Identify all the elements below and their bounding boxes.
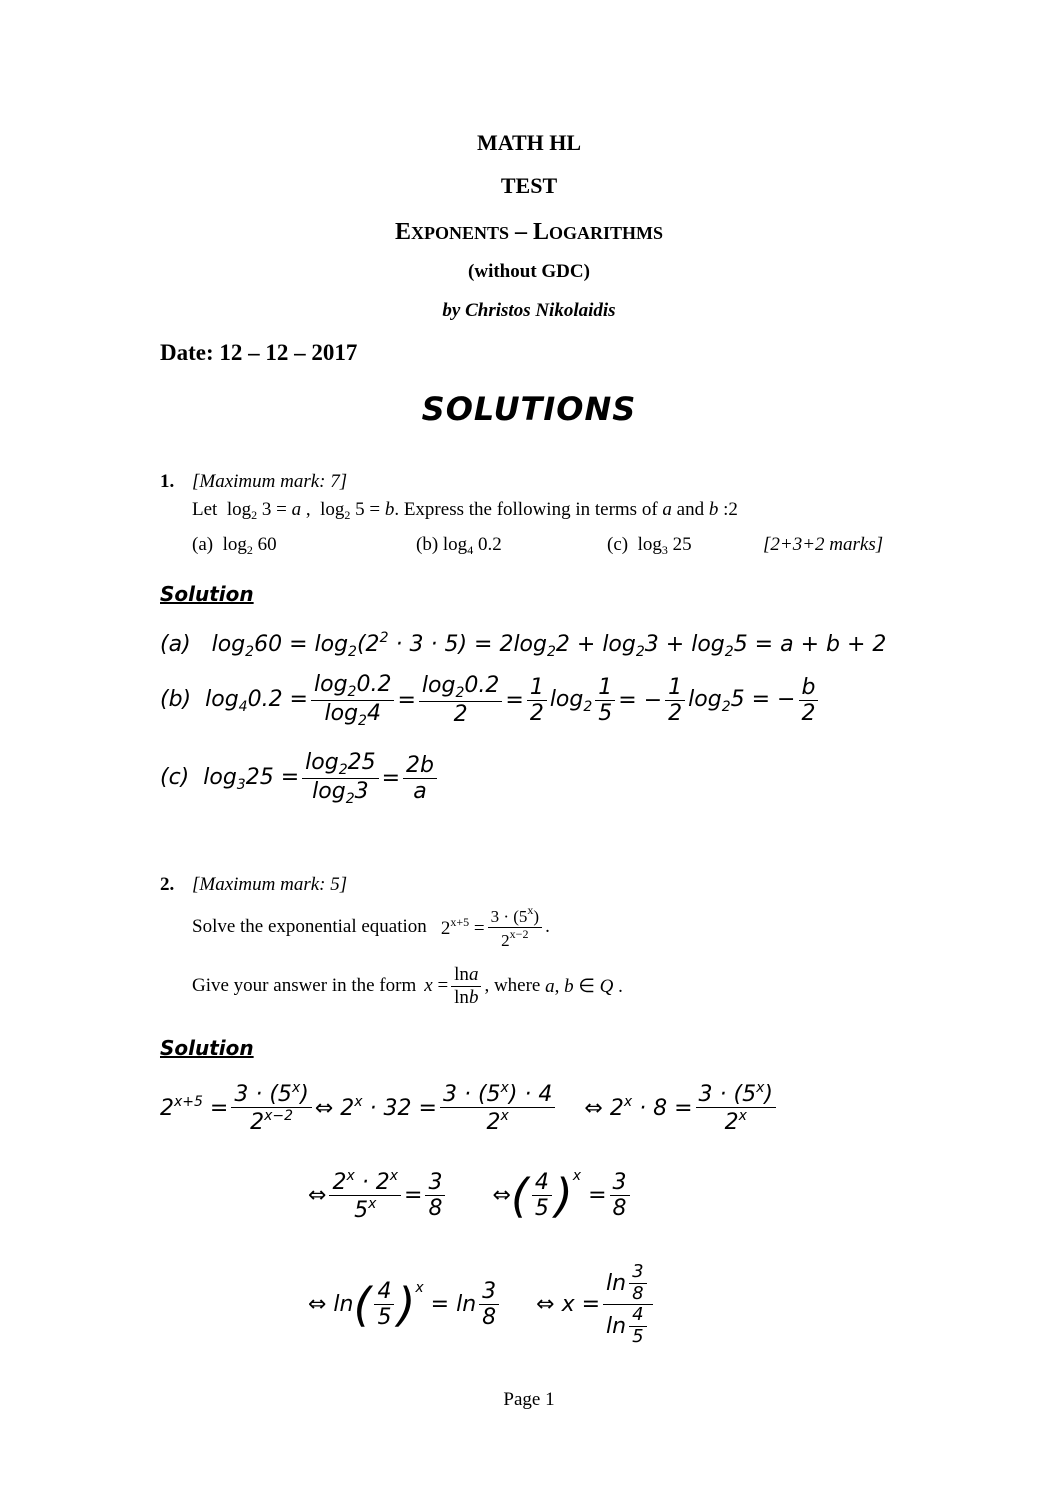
q1-solution-b: (b) $\log_40.2$ = $\frac{\log_20.2}{\log_24}$ = $\frac{\log_20.2}{2}$ = $\frac{1}{2}$ $\log_2$ $\frac{1}{5}$ = − $\frac{1}{2}$ $\log_25$ = − $\frac{b}{2}$: [160, 672, 821, 729]
topic-title: EXPONENTS – LOGARITHMS: [394, 219, 664, 245]
test-title: TEST: [500, 173, 558, 198]
author-line: by Christos Nikolaidis: [442, 300, 616, 321]
q2-solution-line2: ⇔ $\frac{2^x \cdot 2^x}{5^x}$ = $\frac{3}{8}$ ⇔ ( $\frac{4}{5}$ ) $^x$ = $\frac{3}{8}$: [308, 1168, 633, 1224]
q1-part-a: (a) $\log_2 60$: [192, 534, 277, 557]
q2-statement: Solve the exponential equation $2^{x+5}$ = $\frac{3 \cdot (5^x)}{2^{x-2}}$ .: [192, 903, 550, 950]
solutions-title: SOLUTIONS: [421, 390, 637, 428]
q1-statement: Let $\log_2 3 = a$ , $\log_2 5 = b$. Express the following in terms of a and b :2: [192, 499, 738, 522]
course-title: MATH HL: [476, 130, 582, 155]
q1-number: 1.: [160, 471, 175, 492]
test-date: Date: 12 – 12 – 2017: [160, 340, 358, 365]
q2-solution-heading: Solution: [160, 1036, 254, 1060]
q1-parts-marks: [2+3+2 marks]: [763, 534, 884, 555]
q2-solution-line1: $2^{x+5}$ = $\frac{3 \cdot (5^x)}{2^{x-2}}$ ⇔ $2^x \cdot 32$ = $\frac{3 \cdot (5^x) \cdot 4}{2^x}$ ⇔ $2^x \cdot 8$ = $\frac{3 \cdot (5^x)}{2^x}$: [160, 1080, 779, 1136]
q1-part-b: (b) $\log_4 0.2$: [416, 534, 502, 557]
q1-marks: [Maximum mark: 7]: [192, 471, 348, 492]
q1-part-c: (c) $\log_3 25$: [607, 534, 692, 557]
page-number: Page 1: [503, 1389, 555, 1410]
q2-solution-line3: ⇔ ln ( $\frac{4}{5}$ ) $^x$ = ln $\frac{3}{8}$ ⇔ x = ln $\frac{3}{8}$ ln $\frac{4}{5}$: [308, 1262, 656, 1348]
q2-answer-form: Give your answer in the form x = $\frac{\ln a}{\ln b}$ , where a, b ∈ Q .: [192, 964, 623, 1008]
q2-marks: [Maximum mark: 5]: [192, 874, 348, 895]
q2-number: 2.: [160, 874, 175, 895]
condition-note: (without GDC): [468, 261, 590, 282]
q1-solution-c: (c) $\log_325$ = $\frac{\log_225}{\log_23}$ = $\frac{2b}{a}$: [160, 750, 440, 807]
q1-solution-heading: Solution: [160, 582, 254, 606]
q1-solution-a: (a) $\log_260 = \log_2(2^2 \cdot 3 \cdot 5) = 2\log_22 + \log_23 + \log_25 = a + b + 2$: [160, 630, 887, 660]
